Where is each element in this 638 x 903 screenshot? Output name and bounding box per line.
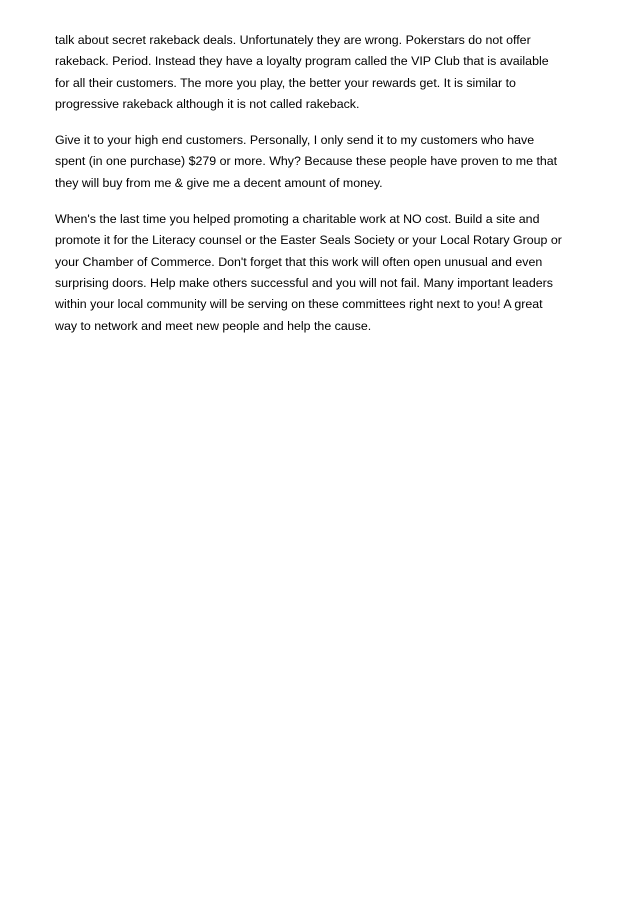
text-line: way to network and meet new people and help the cause. bbox=[55, 318, 372, 333]
text-line: spent (in one purchase) $279 or more. Why? Because these people have proven to me that bbox=[55, 154, 558, 169]
text-line: When's the last time you helped promoting a charitable work at NO cost. Build a site and bbox=[55, 212, 540, 227]
text-line: within your local community will be serving on these committees right next to you! A great bbox=[55, 297, 543, 312]
paragraph-charitable-work bbox=[55, 209, 598, 337]
paragraph-rakeback bbox=[55, 30, 598, 115]
paragraph-high-end-customers bbox=[55, 130, 598, 194]
text-line: they will buy from me & give me a decent amount of money. bbox=[55, 175, 383, 190]
text-line: surprising doors. Help make others successful and you will not fail. Many important leaders bbox=[55, 275, 553, 290]
text-line: for all their customers. The more you play, the better your rewards get. It is similar to bbox=[55, 75, 516, 90]
text-line: talk about secret rakeback deals. Unfortunately they are wrong. Pokerstars do not offer bbox=[55, 33, 531, 47]
text-line: progressive rakeback although it is not called rakeback. bbox=[55, 96, 360, 111]
text-line: your Chamber of Commerce. Don't forget that this work will often open unusual and even bbox=[55, 254, 543, 269]
text-line: promote it for the Literacy counsel or the Easter Seals Society or your Local Rotary Group or bbox=[55, 233, 562, 248]
text-line: rakeback. Period. Instead they have a loyalty program called the VIP Club that is available bbox=[55, 54, 549, 69]
text-line: Give it to your high end customers. Personally, I only send it to my customers who have bbox=[55, 133, 535, 148]
